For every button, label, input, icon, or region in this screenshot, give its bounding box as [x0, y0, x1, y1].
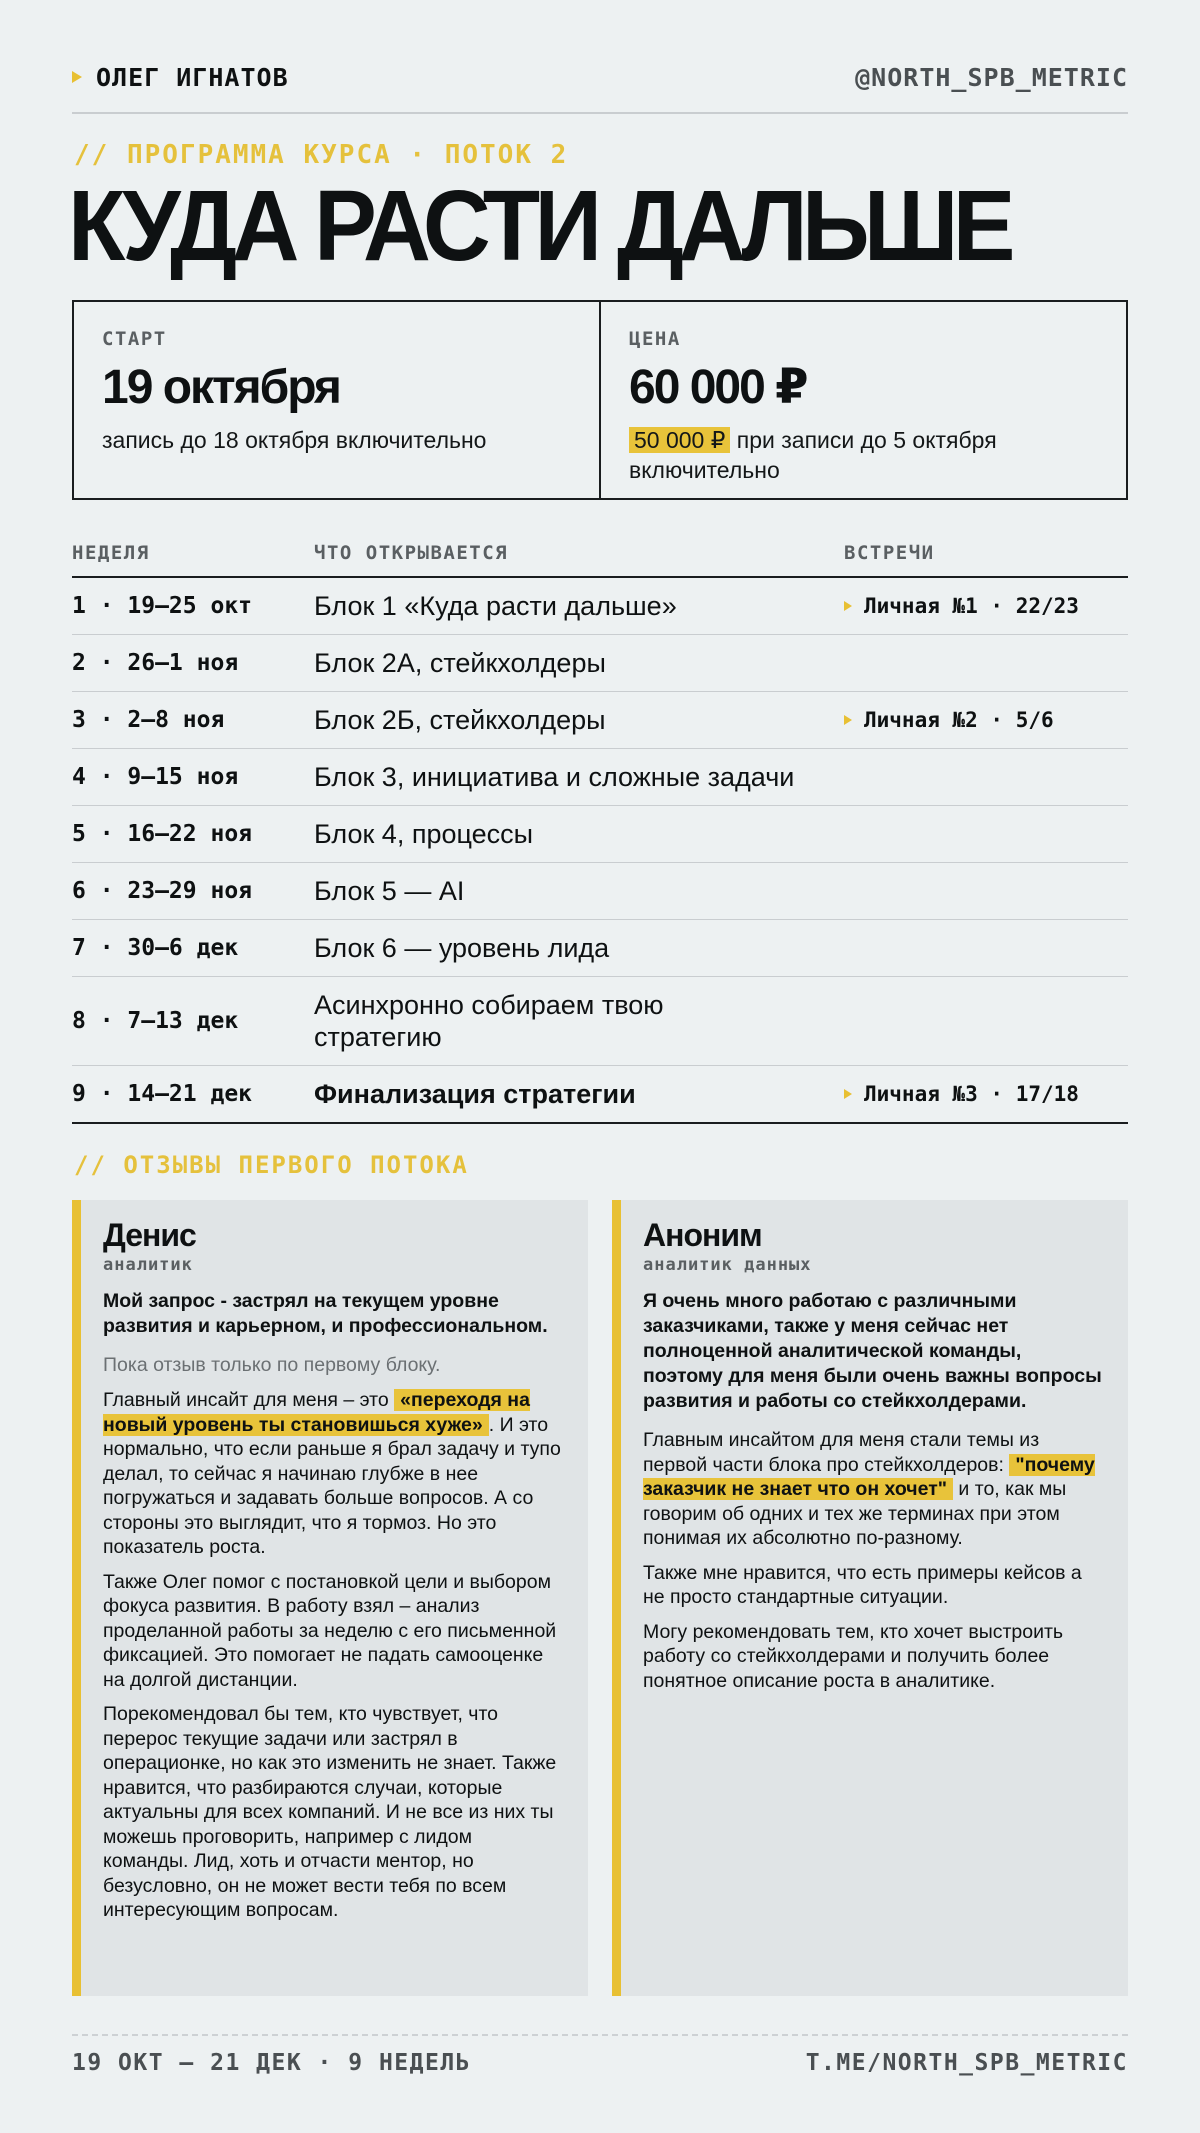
table-row — [72, 578, 1128, 635]
divider — [72, 112, 1128, 114]
meet-cell — [844, 594, 1128, 618]
meet-label: Личная №2 · 5/6 — [864, 708, 1054, 732]
schedule-table — [72, 530, 1128, 1124]
what-cell: Блок 5 — AI — [314, 876, 465, 906]
review-text: . И это нормально, что если раньше я брал задачу и тупо делал, то сейчас я начинаю глубже в нее погружаться и задавать больше вопросов. А со стороны это выглядит, что я тормоз. Но это показатель роста. — [103, 1413, 561, 1559]
channel-link[interactable]: T.ME/NORTH_SPB_METRIC — [805, 2050, 1128, 2076]
author-name: ОЛЕГ ИГНАТОВ — [96, 62, 289, 92]
start-note: запись до 18 октября включительно — [102, 426, 487, 453]
week-cell: 8 · 7–13 дек — [72, 1008, 239, 1034]
reviewer-role: аналитик данных — [643, 1255, 812, 1276]
price-label: ЦЕНА — [629, 328, 681, 350]
review-request: Я очень много работаю с различными заказчиками, также у меня сейчас нет полноценной аналитической команды, поэтому для меня были очень важны вопросы развития и работы со стейкхолдерами. — [643, 1290, 1102, 1413]
page-title: КУДА РАСТИ ДАЛЬШЕ — [68, 170, 1010, 282]
review-paragraph — [643, 1428, 1102, 1551]
table-row — [72, 977, 1128, 1066]
author — [72, 63, 289, 92]
week-cell: 1 · 19–25 окт — [72, 593, 253, 619]
week-cell: 2 · 26–1 ноя — [72, 650, 239, 676]
start-date: 19 октября — [102, 361, 340, 414]
review-request: Мой запрос - застрял на текущем уровне развития и карьерном, и профессиональном. — [103, 1290, 548, 1338]
review-highlight: «переходя на новый уровень ты становишься хуже» — [103, 1389, 530, 1436]
week-cell: 9 · 14–21 дек — [72, 1081, 253, 1107]
what-cell: Асинхронно собираем твою стратегию — [314, 990, 664, 1052]
info-box — [72, 300, 1128, 500]
what-cell: Блок 6 — уровень лида — [314, 933, 610, 963]
what-cell: Блок 2Б, стейкхолдеры — [314, 705, 606, 735]
review-text: Главный инсайт для меня – это — [103, 1389, 395, 1412]
review-note: Пока отзыв только по первому блоку. — [103, 1354, 441, 1377]
review-paragraph: Порекомендовал бы тем, кто чувствует, что перерос текущие задачи или застрял в операционке, но как это изменить не знает. Также нравится, что разбираются случаи, которые актуальны для всех компаний. И не все из них ты можешь проговорить, например с лидом команды. Лид, хоть и отчасти ментор, но безусловно, он не может вести тебя по всем интересующим вопросам. — [103, 1703, 557, 1922]
reviewer-role: аналитик — [103, 1255, 193, 1276]
review-text: Главным инсайтом для меня стали темы из первой части блока про стейкхолдеров: — [643, 1429, 1040, 1476]
header-what: ЧТО ОТКРЫВАЕТСЯ — [314, 542, 509, 564]
review-paragraph — [103, 1388, 562, 1560]
what-cell: Блок 2А, стейкхолдеры — [314, 648, 606, 678]
what-cell: Блок 4, процессы — [314, 819, 534, 849]
week-cell: 5 · 16–22 ноя — [72, 821, 253, 847]
start-label: СТАРТ — [102, 328, 167, 350]
reviewer-name: Денис — [103, 1217, 196, 1253]
review-card-anon — [612, 1200, 1128, 1996]
table-row — [72, 863, 1128, 920]
table-row — [72, 920, 1128, 977]
program-kicker: // ПРОГРАММА КУРСА · ПОТОК 2 — [74, 140, 569, 170]
what-cell: Блок 1 «Куда расти дальше» — [314, 591, 677, 621]
review-card-denis — [72, 1200, 588, 1996]
price-note — [629, 425, 1098, 485]
price-value: 60 000 ₽ — [629, 361, 807, 414]
footer-divider — [72, 2034, 1128, 2036]
what-cell: Блок 3, инициатива и сложные задачи — [314, 762, 795, 792]
review-paragraph: Могу рекомендовать тем, кто хочет выстроить работу со стейкхолдерами и получить более понятное описание роста в аналитике. — [643, 1620, 1064, 1692]
table-row — [72, 692, 1128, 749]
header-week: НЕДЕЛЯ — [72, 542, 150, 564]
week-cell: 3 · 2–8 ноя — [72, 707, 225, 733]
triangle-bullet-icon — [72, 71, 82, 83]
triangle-bullet-icon — [844, 601, 852, 611]
table-row — [72, 635, 1128, 692]
discount-price: 50 000 ₽ — [629, 427, 730, 453]
reviews-kicker: // ОТЗЫВЫ ПЕРВОГО ПОТОКА — [74, 1151, 469, 1179]
channel-handle[interactable]: @NORTH_SPB_METRIC — [855, 62, 1128, 92]
course-dates: 19 ОКТ — 21 ДЕК · 9 НЕДЕЛЬ — [72, 2050, 472, 2076]
table-row — [72, 1066, 1128, 1124]
what-cell: Финализация стратегии — [314, 1079, 636, 1109]
week-cell: 4 · 9–15 ноя — [72, 764, 239, 790]
week-cell: 6 · 23–29 ноя — [72, 878, 253, 904]
meet-label: Личная №3 · 17/18 — [864, 1082, 1079, 1106]
triangle-bullet-icon — [844, 715, 852, 725]
review-paragraph: Также Олег помог с постановкой цели и выбором фокуса развития. В работу взял – анализ проделанной работы за неделю с его письменной фиксацией. Это помогает не падать самооценке на долгой дистанции. — [103, 1570, 557, 1691]
week-cell: 7 · 30–6 дек — [72, 935, 239, 961]
triangle-bullet-icon — [844, 1089, 852, 1099]
price-cell — [599, 302, 1126, 498]
review-paragraph: Также мне нравится, что есть примеры кейсов а не просто стандартные ситуации. — [643, 1561, 1082, 1609]
schedule-header — [72, 530, 1128, 578]
header-meet: ВСТРЕЧИ — [844, 542, 935, 564]
table-row — [72, 806, 1128, 863]
review-text: и то, как мы говорим об одних и тех же терминах при этом понимая их абсолютно по-разному. — [643, 1478, 1067, 1550]
start-cell — [74, 302, 599, 498]
reviewer-name: Аноним — [643, 1217, 762, 1253]
review-highlight: "почему заказчик не знает что он хочет" — [643, 1453, 1095, 1501]
header — [72, 58, 1128, 96]
meet-cell — [844, 1082, 1128, 1106]
footer — [72, 2050, 1128, 2076]
discount-note: при записи до 5 октября включительно — [629, 426, 997, 483]
meet-label: Личная №1 · 22/23 — [864, 594, 1079, 618]
meet-cell — [844, 708, 1128, 732]
table-row — [72, 749, 1128, 806]
